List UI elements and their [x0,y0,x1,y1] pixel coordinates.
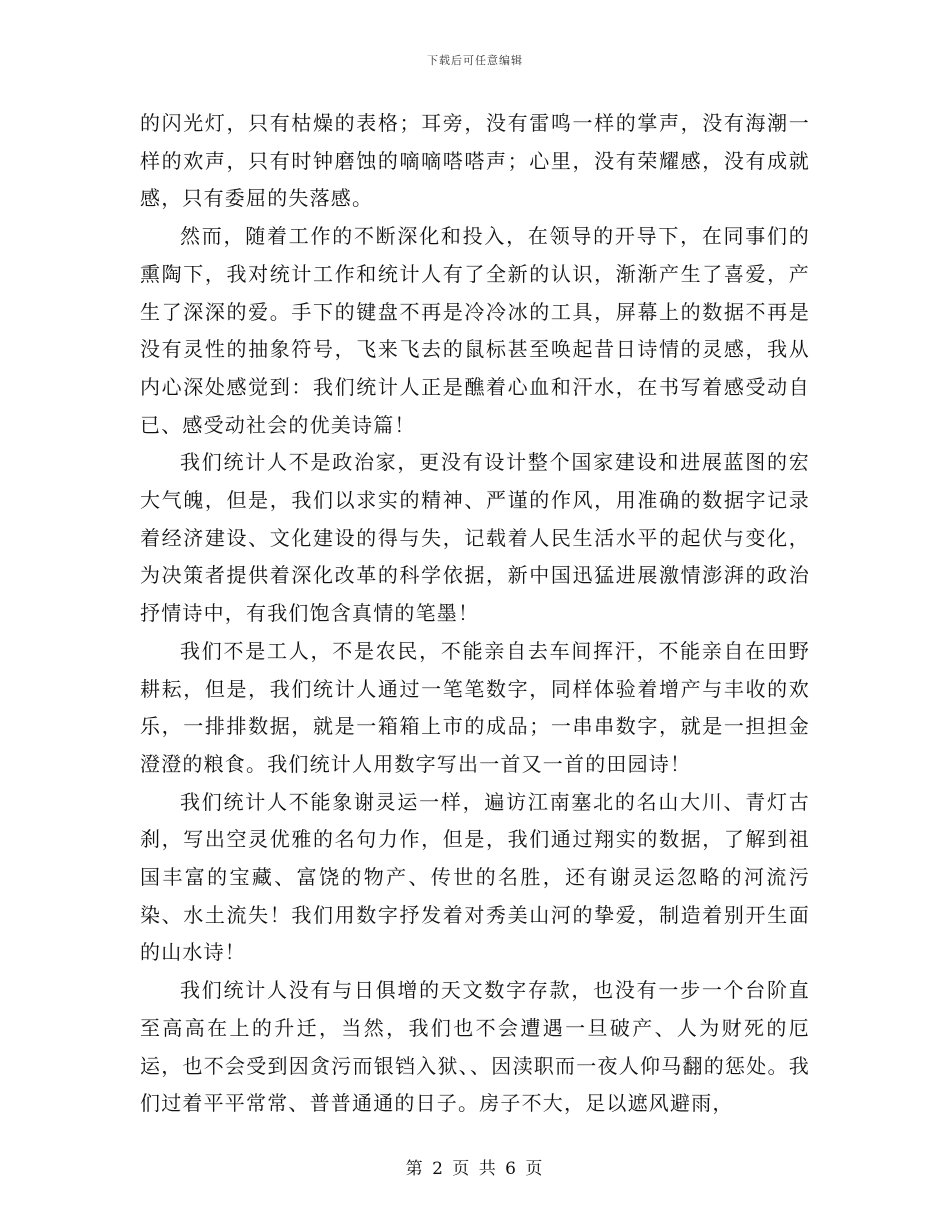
page-header-note: 下载后可任意编辑 [427,54,523,67]
page-number: 第 2 页 共 6 页 [405,1159,545,1179]
paragraph-5: 我们统计人不能象谢灵运一样，遍访江南塞北的名山大川、青灯古刹，写出空灵优雅的名句力作，但是，我们通过翔实的数据，了解到祖国丰富的宝藏、富饶的物产、传世的名胜，还有谢灵运忽略的河流污染、水土流失！我们用数字抒发着对秀美山河的挚爱，制造着别开生面的山水诗！ [140,789,810,965]
document-body [140,105,810,1123]
paragraph-4: 我们不是工人，不是农民，不能亲自去车间挥汗，不能亲自在田野耕耘，但是，我们统计人通过一笔笔数字，同样体验着增产与丰收的欢乐，一排排数据，就是一箱箱上市的成品；一串串数字，就是一担担金澄澄的粮食。我们统计人用数字写出一首又一首的田园诗！ [140,638,810,776]
paragraph-3: 我们统计人不是政治家，更没有设计整个国家建设和进展蓝图的宏大气魄，但是，我们以求实的精神、严谨的作风，用准确的数据字记录着经济建设、文化建设的得与失，记载着人民生活水平的起伏与变化，为决策者提供着深化改革的科学依据，新中国迅猛进展激情澎湃的政治抒情诗中，有我们饱含真情的笔墨！ [140,450,810,626]
paragraph-2: 然而，随着工作的不断深化和投入，在领导的开导下，在同事们的熏陶下，我对统计工作和统计人有了全新的认识，渐渐产生了喜爱，产生了深深的爱。手下的键盘不再是冷冷冰的工具，屏幕上的数据不再是没有灵性的抽象符号，飞来飞去的鼠标甚至唤起昔日诗情的灵感，我从内心深处感觉到：我们统计人正是醮着心血和汗水，在书写着感受动自已、感受动社会的优美诗篇！ [140,224,810,437]
paragraph-1: 的闪光灯，只有枯燥的表格；耳旁，没有雷鸣一样的掌声，没有海潮一样的欢声，只有时钟磨蚀的嘀嘀嗒嗒声；心里，没有荣耀感，没有成就感，只有委屈的失落感。 [140,111,810,211]
paragraph-6: 我们统计人没有与日俱增的天文数字存款，也没有一步一个台阶直至高高在上的升迁，当然，我们也不会遭遇一旦破产、人为财死的厄运，也不会受到因贪污而银铛入狱、、因渎职而一夜人仰马翻的惩处。我们过着平平常常、普普通通的日子。房子不大，足以遮风避雨， [140,978,810,1116]
